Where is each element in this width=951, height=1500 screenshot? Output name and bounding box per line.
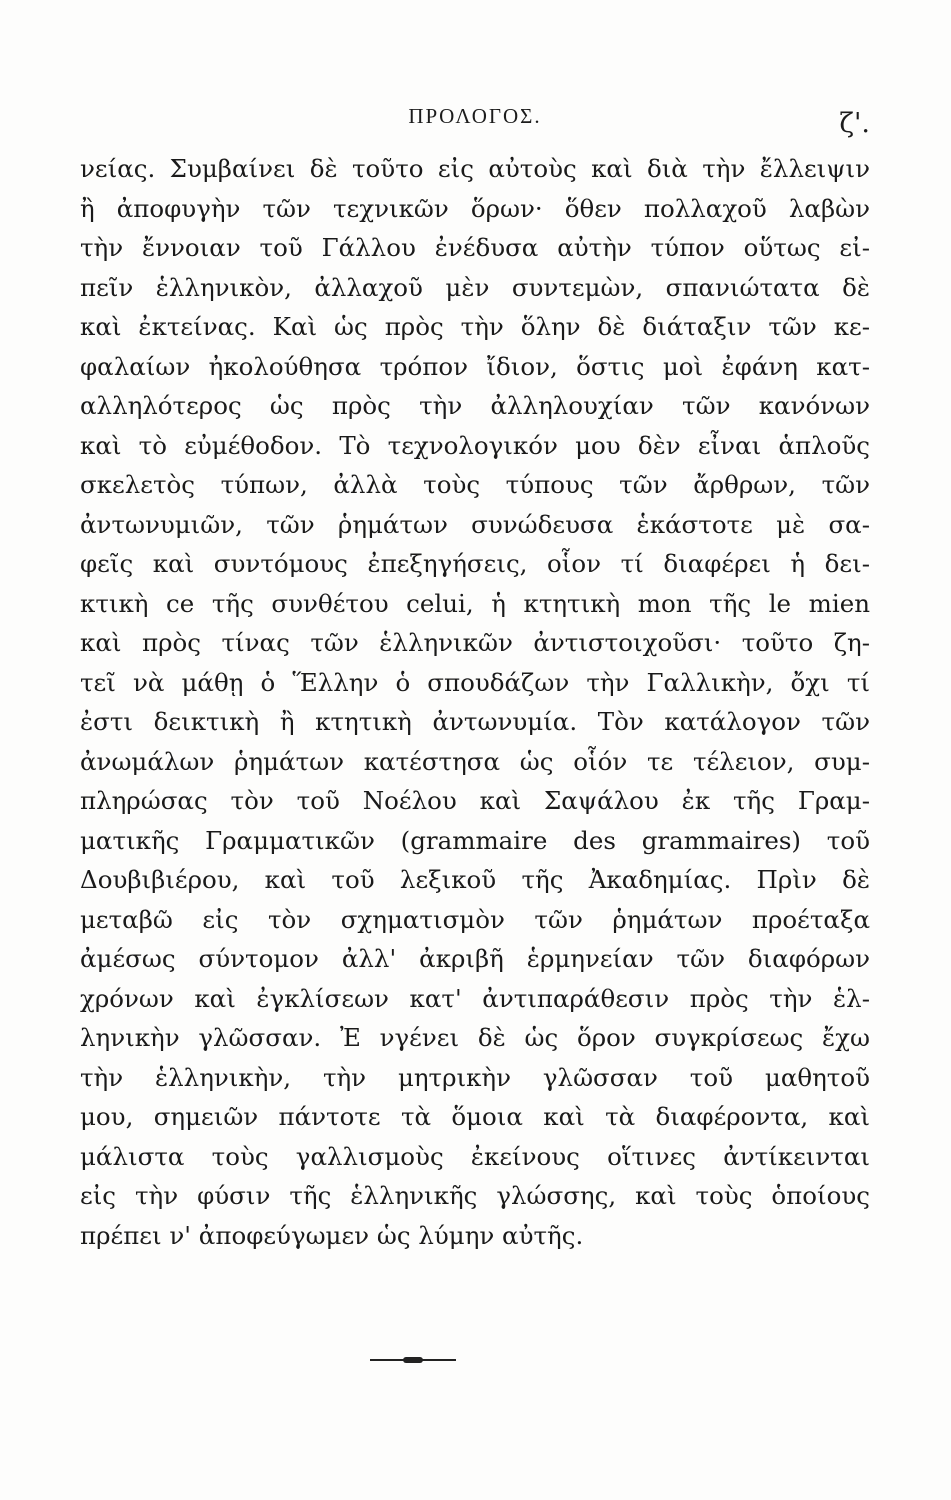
text-line: τὴν ἑλληνικὴν, τὴν μητρικὴν γλῶσσαν τοῦ μαθητοῦ: [80, 1062, 870, 1092]
text-line: φαλαίων ἠκολούθησα τρόπον ἴδιον, ὅστις μοὶ ἐφάνη κατ-: [80, 351, 870, 381]
text-line: τεῖ νὰ μάθῃ ὁ Ἕλλην ὁ σπουδάζων τὴν Γαλλικὴν, ὄχι τί: [80, 667, 870, 697]
text-line: ληνικὴν γλῶσσαν. Ἐ νγένει δὲ ὡς ὅρον συγκρίσεως ἔχω: [80, 1023, 870, 1052]
text-line: πληρώσας τὸν τοῦ Νοέλου καὶ Σαψάλου ἐκ τῆς Γραμ-: [80, 786, 870, 815]
text-line: αλληλότερος ὡς πρὸς τὴν ἀλληλουχίαν τῶν κανόνων: [80, 391, 870, 420]
text-line: τὴν ἔννοιαν τοῦ Γάλλου ἐνέδυσα αὐτὴν τύπον οὕτως εἰ-: [80, 233, 870, 262]
text-line: μάλιστα τοὺς γαλλισμοὺς ἐκείνους οἵτινες ἀντίκεινται: [80, 1141, 870, 1171]
text-line: χρόνων καὶ ἐγκλίσεων κατ' ἀντιπαράθεσιν πρὸς τὴν ἑλ-: [80, 983, 870, 1013]
text-line: νείας. Συμβαίνει δὲ τοῦτο εἰς αὐτοὺς καὶ διὰ τὴν ἔλλειψιν: [80, 154, 870, 183]
running-title: ΠΡΟΛΟΓΟΣ.: [408, 104, 542, 128]
text-line: ἐστι δεικτικὴ ἢ κτητικὴ ἀντωνυμία. Τὸν κατάλογον τῶν: [80, 707, 870, 736]
body-text: [80, 149, 870, 1255]
text-line: ματικῆς Γραμματικῶν (grammaire des grammaires) τοῦ: [80, 825, 870, 855]
text-line: καὶ πρὸς τίνας τῶν ἑλληνικῶν ἀντιστοιχοῦσι· τοῦτο ζη-: [80, 628, 870, 657]
text-line: πεῖν ἑλληνικὸν, ἀλλαχοῦ μὲν συντεμὼν, σπανιώτατα δὲ: [80, 272, 870, 302]
rule-ornament-icon: [403, 1357, 423, 1363]
ornamental-rule: [370, 1357, 456, 1363]
text-line: κτικὴ ce τῆς συνθέτου celui, ἡ κτητικὴ mon τῆς le mien: [80, 588, 870, 618]
text-line: πρέπει ν' ἀποφεύγωμεν ὡς λύμην αὐτῆς.: [80, 1220, 584, 1250]
text-line: ἀμέσως σύντομον ἀλλ' ἀκριβῆ ἑρμηνείαν τῶν διαφόρων: [80, 944, 870, 973]
text-line: εἰς τὴν φύσιν τῆς ἑλληνικῆς γλώσσης, καὶ τοὺς ὁποίους: [80, 1181, 870, 1210]
text-line: μου, σημειῶν πάντοτε τὰ ὅμοια καὶ τὰ διαφέροντα, καὶ: [80, 1102, 870, 1131]
running-header: [80, 104, 870, 139]
text-line: φεῖς καὶ συντόμους ἐπεξηγήσεις, οἷον τί διαφέρει ἡ δει-: [80, 549, 870, 578]
text-line: ἀνωμάλων ῥημάτων κατέστησα ὡς οἷόν τε τέλειον, συμ-: [80, 746, 870, 776]
text-line: σκελετὸς τύπων, ἀλλὰ τοὺς τύπους τῶν ἄρθρων, τῶν: [80, 470, 870, 499]
text-line: Δουβιβιέρου, καὶ τοῦ λεξικοῦ τῆς Ἀκαδημίας. Πρὶν δὲ: [80, 865, 870, 894]
text-line: ἀντωνυμιῶν, τῶν ῥημάτων συνώδευσα ἑκάστοτε μὲ σα-: [80, 509, 870, 539]
page-number: ζ'.: [839, 108, 870, 139]
text-line: καὶ ἐκτείνας. Καὶ ὡς πρὸς τὴν ὅλην δὲ διάταξιν τῶν κε-: [80, 312, 870, 341]
text-line: ἢ ἀποφυγὴν τῶν τεχνικῶν ὅρων· ὅθεν πολλαχοῦ λαβὼν: [80, 193, 870, 223]
text-line: μεταβῶ εἰς τὸν σχηματισμὸν τῶν ῥημάτων προέταξα: [80, 904, 870, 934]
text-line: καὶ τὸ εὐμέθοδον. Τὸ τεχνολογικόν μου δὲν εἶναι ἁπλοῦς: [80, 430, 870, 460]
